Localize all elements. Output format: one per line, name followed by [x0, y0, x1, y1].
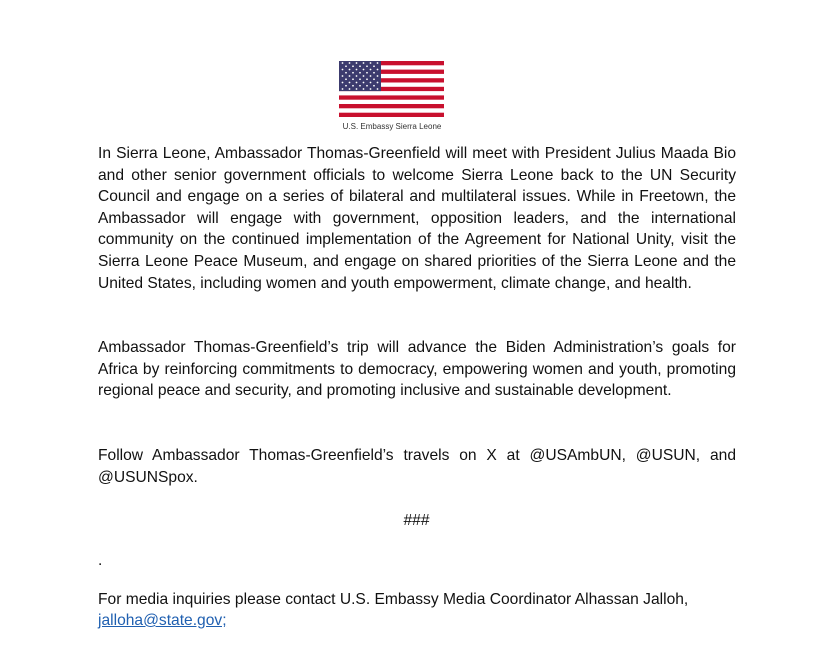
logo-caption: U.S. Embassy Sierra Leone: [342, 122, 442, 131]
contact-email-link[interactable]: jalloha@state.gov;: [98, 612, 227, 629]
stray-period: .: [98, 552, 103, 569]
paragraph-visit-details: In Sierra Leone, Ambassador Thomas-Greenfield will meet with President Julius Maada Bio and other senior government officials to welcome Sierra Leone back to the UN Security Council and engage on a series of bilateral and multilateral issues. While in Freetown, the Ambassador will engage with government, opposition leaders, and the international community on the continued implementation of the Agreement for National Unity, visit the Sierra Leone Peace Museum, and engage on shared priorities of the Sierra Leone and the United States, including women and youth empowerment, climate change, and health.: [98, 145, 736, 292]
us-flag-icon: [339, 61, 444, 117]
paragraph-administration-goals: Ambassador Thomas-Greenfield’s trip will advance the Biden Administration’s goals for Africa by reinforcing commitments to democracy, empowering women and youth, promoting regional peace and security, and promoting inclusive and sustainable development.: [98, 339, 736, 400]
embassy-logo: [339, 61, 444, 117]
end-mark: ###: [403, 512, 430, 529]
paragraph-social-media: Follow Ambassador Thomas-Greenfield’s travels on X at @USAmbUN, @USUN, and @USUNSpox.: [98, 447, 736, 486]
media-contact-line: For media inquiries please contact U.S. Embassy Media Coordinator Alhassan Jalloh,: [98, 591, 689, 608]
